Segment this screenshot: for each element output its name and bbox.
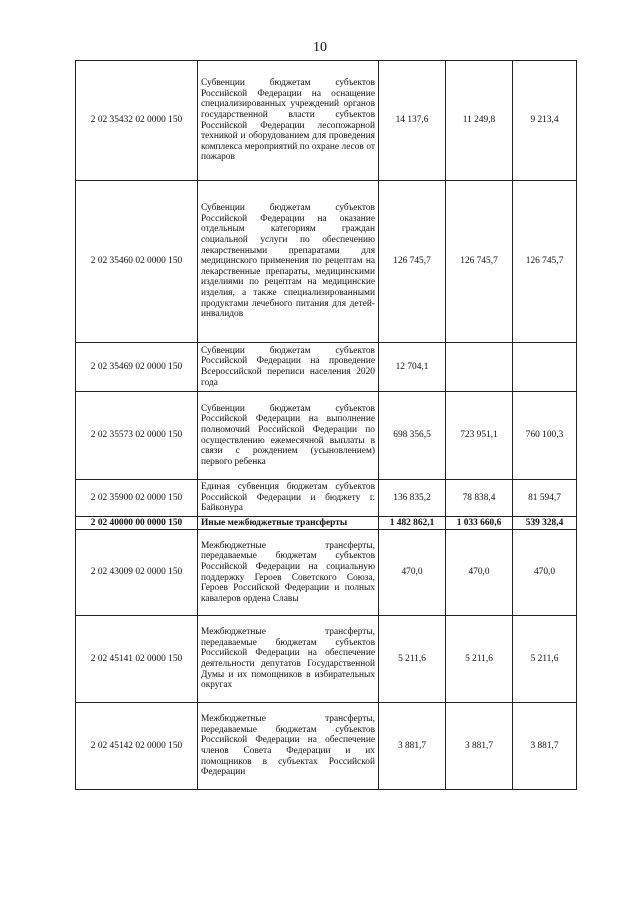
budget-table xyxy=(75,60,577,790)
item-name: Межбюджетные трансферты, передаваемые бюджетам субъектов Российской Федерации на обеспечение деятельности депутатов Государственной Думы и их помощников в избирательных округах xyxy=(198,616,379,703)
value-year-3: 539 328,4 xyxy=(513,517,577,530)
item-name: Субвенции бюджетам субъектов Российской Федерации на проведение Всероссийской переписи населения 2020 года xyxy=(198,343,379,392)
page-number: 10 xyxy=(313,40,327,55)
value-year-1: 3 881,7 xyxy=(379,703,446,790)
value-year-3: 126 745,7 xyxy=(513,181,577,343)
table-row xyxy=(76,343,577,392)
value-year-2: 723 951,1 xyxy=(446,392,513,480)
budget-code: 2 02 35469 02 0000 150 xyxy=(76,343,198,392)
value-year-1: 14 137,6 xyxy=(379,61,446,181)
table-row-total xyxy=(76,517,577,530)
value-year-1: 12 704,1 xyxy=(379,343,446,392)
value-year-1: 698 356,5 xyxy=(379,392,446,480)
item-name: Иные межбюджетные трансферты xyxy=(198,517,379,530)
value-year-3: 470,0 xyxy=(513,530,577,616)
item-name: Единая субвенция бюджетам субъектов Российской Федерации и бюджету г. Байконура xyxy=(198,480,379,517)
value-year-2: 5 211,6 xyxy=(446,616,513,703)
value-year-1: 470,0 xyxy=(379,530,446,616)
item-name: Межбюджетные трансферты, передаваемые бюджетам субъектов Российской Федерации на социальную поддержку Героев Советского Союза, Героев Российской Федерации и полных кавалеров ордена Славы xyxy=(198,530,379,616)
value-year-3: 5 211,6 xyxy=(513,616,577,703)
table-row xyxy=(76,703,577,790)
value-year-2: 470,0 xyxy=(446,530,513,616)
budget-code: 2 02 45142 02 0000 150 xyxy=(76,703,198,790)
budget-code: 2 02 35900 02 0000 150 xyxy=(76,480,198,517)
budget-code: 2 02 35432 02 0000 150 xyxy=(76,61,198,181)
budget-code: 2 02 40000 00 0000 150 xyxy=(76,517,198,530)
budget-code: 2 02 43009 02 0000 150 xyxy=(76,530,198,616)
table-row xyxy=(76,480,577,517)
item-name: Субвенции бюджетам субъектов Российской Федерации на оказание отдельным категориям граждан социальной услуги по обеспечению лекарственными препаратами для медицинского применения по рецептам на лекарственные препараты, медицинскими изделиями по рецептам на медицинские изделия, а также специализированными продуктами лечебного питания для детей-инвалидов xyxy=(198,181,379,343)
value-year-2: 126 745,7 xyxy=(446,181,513,343)
item-name: Субвенции бюджетам субъектов Российской Федерации на выполнение полномочий Российской Федерации по осуществлению ежемесячной выплаты в связи с рождением (усыновлением) первого ребенка xyxy=(198,392,379,480)
value-year-3: 9 213,4 xyxy=(513,61,577,181)
budget-code: 2 02 35460 02 0000 150 xyxy=(76,181,198,343)
table-row xyxy=(76,392,577,480)
table-row xyxy=(76,616,577,703)
table-row xyxy=(76,181,577,343)
value-year-1: 136 835,2 xyxy=(379,480,446,517)
value-year-3: 81 594,7 xyxy=(513,480,577,517)
value-year-2 xyxy=(446,343,513,392)
item-name: Субвенции бюджетам субъектов Российской Федерации на оснащение специализированных учреждений органов государственной власти субъектов Российской Федерации лесопожарной техникой и оборудованием для проведения комплекса мероприятий по охране лесов от пожаров xyxy=(198,61,379,181)
item-name: Межбюджетные трансферты, передаваемые бюджетам субъектов Российской Федерации на обеспечение членов Совета Федерации и их помощников в субъектах Российской Федерации xyxy=(198,703,379,790)
budget-code: 2 02 45141 02 0000 150 xyxy=(76,616,198,703)
value-year-2: 78 838,4 xyxy=(446,480,513,517)
value-year-1: 5 211,6 xyxy=(379,616,446,703)
value-year-2: 1 033 660,6 xyxy=(446,517,513,530)
value-year-2: 11 249,8 xyxy=(446,61,513,181)
value-year-3: 760 100,3 xyxy=(513,392,577,480)
value-year-3: 3 881,7 xyxy=(513,703,577,790)
value-year-3 xyxy=(513,343,577,392)
value-year-1: 1 482 862,1 xyxy=(379,517,446,530)
table-row xyxy=(76,61,577,181)
value-year-2: 3 881,7 xyxy=(446,703,513,790)
table-row xyxy=(76,530,577,616)
value-year-1: 126 745,7 xyxy=(379,181,446,343)
budget-code: 2 02 35573 02 0000 150 xyxy=(76,392,198,480)
